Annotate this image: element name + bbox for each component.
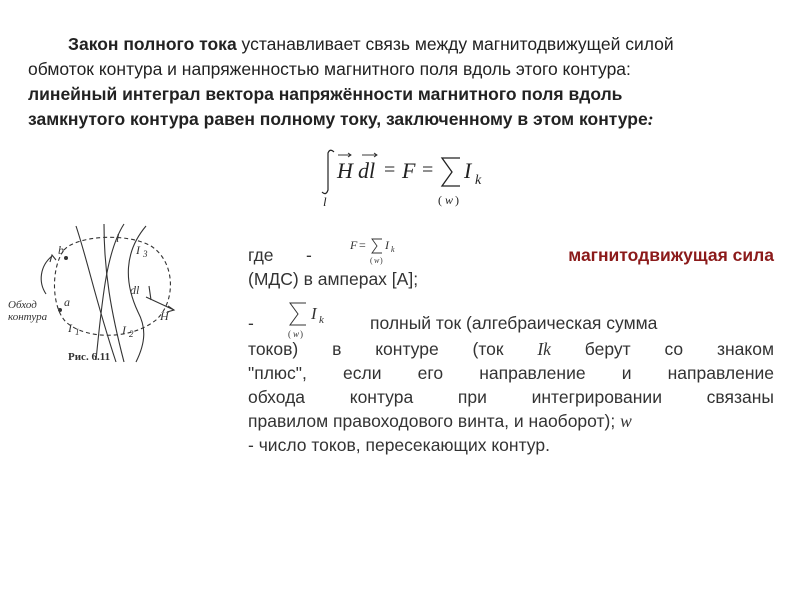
expl-line3a: токов) в контуре (ток <box>248 339 538 359</box>
fig-label-I2-sub: 2 <box>129 329 134 339</box>
mds-term: магнитодвижущая сила <box>568 245 774 265</box>
law-statement-line2: замкнутого контура равен полному току, заключенному в этом контуре <box>28 109 648 129</box>
Ik-symbol: Ik <box>537 339 551 359</box>
fig-label-I1-sub: 1 <box>75 327 80 337</box>
mds-k: k <box>391 245 395 254</box>
fig-label-H: H <box>160 309 169 323</box>
sum-k: k <box>319 314 324 326</box>
fig-label-I3: I <box>136 243 140 257</box>
explanation-block <box>248 238 774 457</box>
expl-line5: обхода контура при интегрировании связаны <box>248 387 774 407</box>
mds-I: I <box>385 238 389 252</box>
fig-label-I3-sub: 3 <box>143 249 148 259</box>
fig-label-obhod: Обход <box>8 299 37 311</box>
formula-eq2: = <box>422 159 434 181</box>
mds-sum-close: ) <box>380 256 383 265</box>
law-statement-line1: линейный интеграл вектора напряжённости магнитного поля вдоль <box>28 84 623 104</box>
full-current-label: полный ток (алгебраическая сумма <box>370 313 658 333</box>
mds-units-line: (МДС) в амперах [А]; <box>248 269 419 289</box>
statement-colon: : <box>647 109 654 129</box>
dash-1: - <box>306 245 312 265</box>
mds-eq: = <box>359 238 366 252</box>
fig-label-dl: dl <box>130 283 140 297</box>
formula-sum-close: ) <box>455 193 459 207</box>
sum-formula <box>284 299 364 339</box>
mds-formula <box>348 235 438 269</box>
fig-label-l: l <box>116 231 120 245</box>
figure-caption: Рис. 6.11 <box>68 351 111 363</box>
formula-k: k <box>475 173 482 188</box>
formula-H: H <box>337 158 353 183</box>
intro-paragraph <box>28 32 768 132</box>
figure-6-11 <box>6 222 211 367</box>
formula-I: I <box>464 158 472 183</box>
expl-line4: "плюс", если его направление и направление <box>248 363 774 383</box>
expl-line3 <box>248 337 774 361</box>
law-name: Закон полного тока <box>68 34 237 54</box>
expl-line6a: правилом правоходового винта, и наоборот); <box>248 411 621 431</box>
fig-label-I2: I <box>122 323 126 337</box>
sum-w: w <box>293 329 300 339</box>
point-b <box>64 256 68 260</box>
formula-dl: dl <box>358 158 376 183</box>
fig-label-a: a <box>64 295 70 309</box>
formula-integral-sub: l <box>323 194 327 209</box>
gde-word: где <box>248 245 274 265</box>
sum-open: ( <box>288 329 291 339</box>
formula-F: F <box>402 158 416 183</box>
expl-line6 <box>248 409 774 433</box>
expl-line3b: берут со знаком <box>550 339 774 359</box>
dash-2: - <box>248 313 254 333</box>
mds-sum-w: w <box>374 256 380 265</box>
intro-line1-rest: устанавливает связь между магнитодвижущей силой <box>236 34 674 54</box>
formula-sum-open: ( <box>438 193 442 207</box>
mds-F: F <box>350 238 358 252</box>
sum-close: ) <box>300 329 303 339</box>
formula-eq1: = <box>384 159 396 181</box>
fig-label-I1: I <box>68 321 72 335</box>
w-symbol: w <box>620 411 632 431</box>
point-a <box>58 308 62 312</box>
fig-label-b: b <box>58 243 64 257</box>
expl-line7: - число токов, пересекающих контур. <box>248 435 550 455</box>
intro-line2: обмоток контура и напряженностью магнитного поля вдоль этого контура: <box>28 59 631 79</box>
formula-sum-w: w <box>445 193 454 207</box>
fig-label-kontura: контура <box>8 311 48 323</box>
mds-sum-open: ( <box>370 256 373 265</box>
sum-I: I <box>311 304 317 323</box>
main-formula <box>318 140 498 212</box>
